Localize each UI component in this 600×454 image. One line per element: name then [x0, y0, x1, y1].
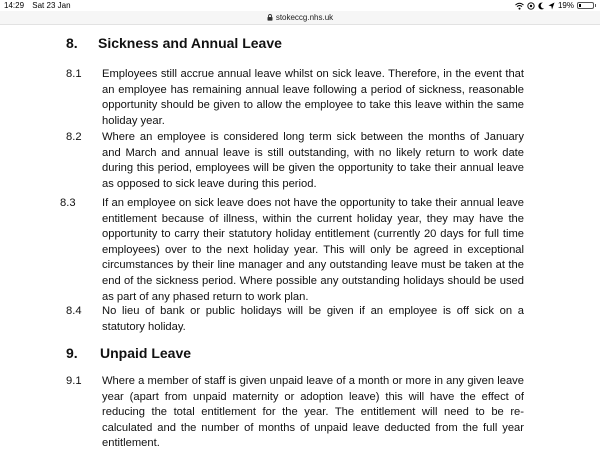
navigation-icon — [548, 2, 555, 10]
paragraph-number: 8.1 — [66, 68, 82, 80]
section-8-title: Sickness and Annual Leave — [98, 35, 282, 51]
paragraph-8-4 — [66, 304, 526, 336]
paragraph-8-1 — [66, 67, 526, 131]
paragraph-text: Where a member of staff is given unpaid leave of a month or more in any given leave year (apart from unpaid maternity or adoption leave) this will have the effect of reducing the total entitlement for the year. The entitlement will need to be re-calculated and the number of months of unpaid leave deducted from the full year entitlement. — [102, 375, 524, 450]
section-9-title: Unpaid Leave — [100, 345, 192, 361]
paragraph-8-2 — [66, 130, 526, 194]
document-page — [0, 26, 600, 450]
paragraph-number: 8.4 — [66, 305, 82, 317]
moon-icon — [538, 2, 545, 10]
paragraph-number: 8.3 — [60, 197, 76, 209]
section-8-heading — [66, 35, 366, 51]
paragraph-number: 8.2 — [66, 131, 82, 143]
url-bar[interactable] — [0, 11, 600, 25]
status-time: 14:29 — [4, 1, 25, 10]
battery-icon — [577, 2, 594, 9]
paragraph-text: Where an employee is considered long term sick between the months of January and March and annual leave is still outstanding, with no likely return to work date during this period, employees will be given the opportunity to take their annual leave as opposed to sick leave during this period. — [102, 131, 524, 190]
paragraph-text: If an employee on sick leave does not have the opportunity to take their annual leave entitlement because of illness, within the current holiday year, they may have the opportunity to carry their statutory holiday entitlement (currently 20 days for full time employees) over to the next holiday year. This will only be agreed in exceptional circumstances by their line manager and any outstanding leave must be taken at the end of the sickness period. Where possible any outstanding holidays should be used as part of any phased return to work plan. — [102, 197, 524, 303]
paragraph-8-3 — [60, 196, 526, 308]
status-date: Sat 23 Jan — [32, 1, 71, 10]
section-8-number: 8. — [66, 35, 78, 51]
battery-percent: 19% — [557, 1, 574, 10]
paragraph-text: Employees still accrue annual leave whilst on sick leave. Therefore, in the event that an employee has remaining annual leave following a period of sickness, reasonable opportunity should be given to allow the employee to take this leave within the same holiday year. — [102, 68, 524, 127]
status-bar — [0, 0, 600, 11]
location-icon — [527, 2, 535, 10]
url-text: stokeccg.nhs.uk — [275, 13, 334, 22]
wifi-icon — [515, 2, 524, 10]
lock-icon — [267, 14, 273, 21]
section-9-heading — [66, 345, 366, 361]
section-9-number: 9. — [66, 345, 78, 361]
paragraph-9-1 — [66, 374, 526, 454]
paragraph-text: No lieu of bank or public holidays will be given if an employee is off sick on a statutory holiday. — [102, 305, 524, 333]
paragraph-number: 9.1 — [66, 375, 82, 387]
